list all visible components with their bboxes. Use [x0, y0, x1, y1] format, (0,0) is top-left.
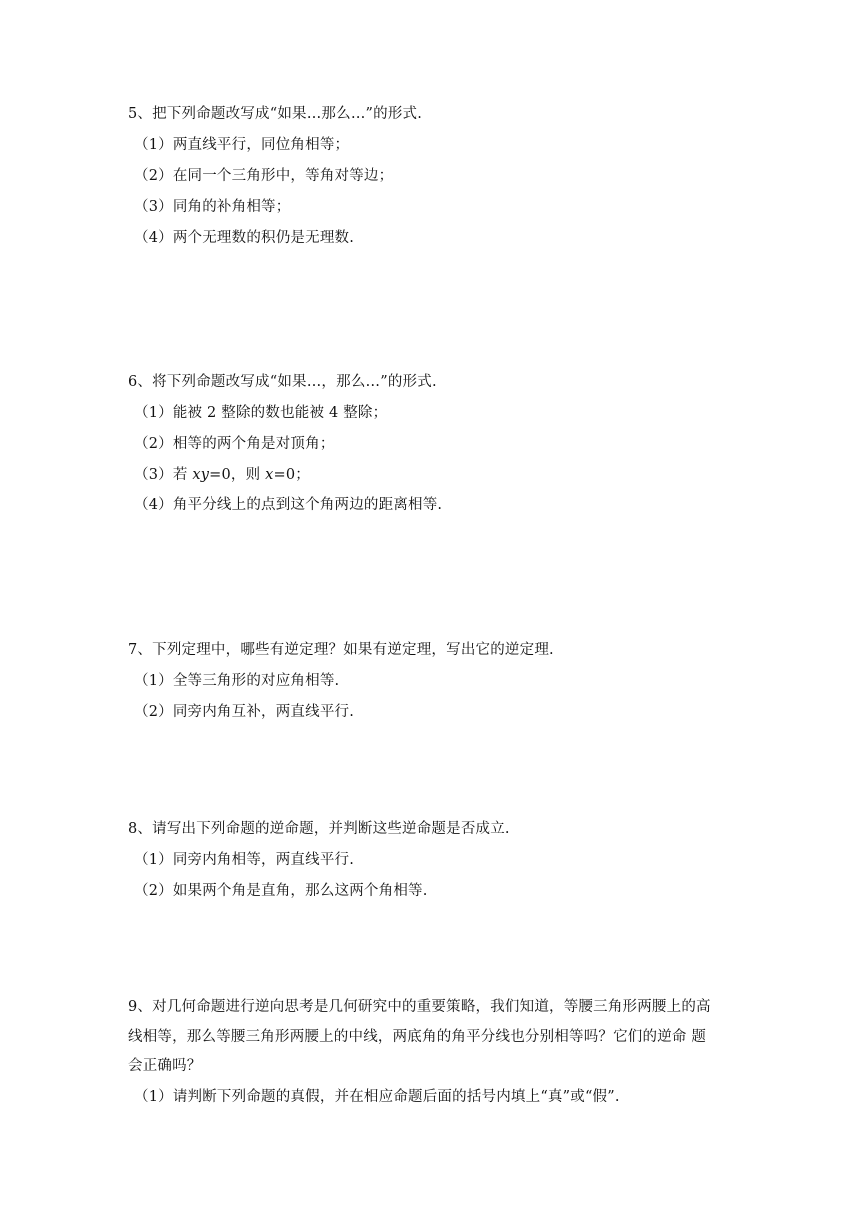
problem-6-item-2: （2）相等的两个角是对顶角；	[134, 436, 335, 452]
problem-8-item-1: （1）同旁内角相等，两直线平行.	[134, 852, 355, 868]
problem-8-stem: 8、请写出下列命题的逆命题，并判断这些逆命题是否成立.	[128, 821, 510, 837]
item-3-prefix: （3）若	[134, 467, 193, 483]
problem-9-stem-line-2: 线相等，那么等腰三角形两腰上的中线，两底角的角平分线也分别相等吗？它们的逆命 题	[128, 1029, 707, 1045]
problem-6-item-1: （1）能被 2 整除的数也能被 4 整除；	[134, 405, 388, 421]
item-3-suffix: =0；	[273, 467, 310, 483]
problem-6-stem: 6、将下列命题改写成“如果…，那么…”的形式.	[128, 374, 437, 390]
problem-9-item-1: （1）请判断下列命题的真假，并在相应命题后面的括号内填上“真”或“假”.	[134, 1089, 620, 1105]
problem-5-item-1: （1）两直线平行，同位角相等；	[134, 137, 350, 153]
problem-6-item-3	[134, 465, 310, 485]
problem-7-stem: 7、下列定理中，哪些有逆定理？如果有逆定理，写出它的逆定理.	[128, 642, 554, 658]
problem-5-item-4: （4）两个无理数的积仍是无理数.	[134, 230, 355, 246]
problem-6-item-4: （4）角平分线上的点到这个角两边的距离相等.	[134, 497, 443, 513]
problem-7-item-1: （1）全等三角形的对应角相等.	[134, 673, 340, 689]
problem-7-item-2: （2）同旁内角互补，两直线平行.	[134, 704, 355, 720]
variable-xy: xy	[192, 467, 210, 483]
problem-9-stem-line-3: 会正确吗？	[128, 1058, 202, 1074]
problem-9-stem-line-1: 9、对几何命题进行逆向思考是几何研究中的重要策略，我们知道，等腰三角形两腰上的高	[128, 999, 711, 1015]
problem-5-item-2: （2）在同一个三角形中，等角对等边；	[134, 168, 394, 184]
problem-5-item-3: （3）同角的补角相等；	[134, 199, 291, 215]
item-3-middle: =0，则	[209, 467, 266, 483]
variable-x: x	[265, 467, 274, 483]
problem-5-stem: 5、把下列命题改写成“如果…那么…”的形式.	[128, 106, 423, 122]
problem-8-item-2: （2）如果两个角是直角，那么这两个角相等.	[134, 883, 428, 899]
